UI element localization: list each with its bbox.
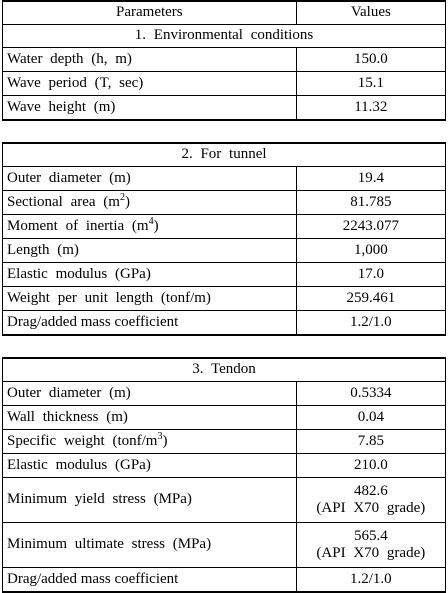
value-line: 482.6 xyxy=(353,482,388,499)
table-row xyxy=(3,311,446,336)
table-row xyxy=(3,72,446,96)
table-row xyxy=(3,191,446,215)
label-superscript: 3 xyxy=(157,430,163,442)
table-row xyxy=(3,96,446,121)
table-row xyxy=(3,263,446,287)
table-row xyxy=(3,430,446,454)
value-line: 565.4 xyxy=(353,527,388,544)
row-value: 150.0 xyxy=(296,48,445,72)
row-label: Water depth (h, m) xyxy=(3,48,297,72)
row-label: Weight per unit length (tonf/m) xyxy=(3,287,297,311)
label-text: Specific weight (tonf/m xyxy=(7,432,158,449)
row-label: Drag/added mass coefficient xyxy=(3,311,297,336)
table-row xyxy=(3,167,446,191)
value-line-note: (API X70 grade) xyxy=(316,545,426,561)
section-title-row xyxy=(3,358,446,382)
row-value: 1,000 xyxy=(296,239,445,263)
row-label: Length (m) xyxy=(3,239,297,263)
header-values: Values xyxy=(296,1,445,25)
row-value: 7.85 xyxy=(296,430,445,454)
table-row xyxy=(3,48,446,72)
row-label xyxy=(3,430,297,454)
row-label xyxy=(3,191,297,215)
row-value: 210.0 xyxy=(296,454,445,478)
row-value: 0.5334 xyxy=(296,382,445,406)
section-title-tendon: 3. Tendon xyxy=(3,358,446,382)
label-text: Moment of inertia (m xyxy=(7,217,149,234)
gap-cell xyxy=(3,120,446,143)
row-label: Wall thickness (m) xyxy=(3,406,297,430)
parameters-table xyxy=(2,0,446,593)
value-line-note: (API X70 grade) xyxy=(316,500,426,516)
row-value: 17.0 xyxy=(296,263,445,287)
row-label: Wave height (m) xyxy=(3,96,297,121)
row-label: Outer diameter (m) xyxy=(3,167,297,191)
label-superscript: 4 xyxy=(148,215,154,227)
header-parameters: Parameters xyxy=(3,1,297,25)
row-label: Elastic modulus (GPa) xyxy=(3,263,297,287)
table-row xyxy=(3,478,446,523)
row-label: Outer diameter (m) xyxy=(3,382,297,406)
label-text-end: ) xyxy=(153,217,159,234)
row-value: 0.04 xyxy=(296,406,445,430)
label-text-end: ) xyxy=(124,193,130,210)
table-row xyxy=(3,406,446,430)
section-gap xyxy=(3,335,446,358)
table-row xyxy=(3,523,446,568)
table-row xyxy=(3,215,446,239)
section-title-tunnel: 2. For tunnel xyxy=(3,143,446,167)
row-value: 81.785 xyxy=(296,191,445,215)
row-value: 19.4 xyxy=(296,167,445,191)
section-title-row xyxy=(3,143,446,167)
row-value xyxy=(296,523,445,568)
row-value: 1.2/1.0 xyxy=(296,311,445,336)
label-superscript: 2 xyxy=(119,191,125,203)
table-row xyxy=(3,568,446,593)
table-row xyxy=(3,287,446,311)
label-text-end: ) xyxy=(162,432,168,449)
row-value: 259.461 xyxy=(296,287,445,311)
gap-cell xyxy=(3,335,446,358)
section-title-row xyxy=(3,25,446,48)
row-label: Wave period (T, sec) xyxy=(3,72,297,96)
table-header-row xyxy=(3,1,446,25)
section-title-environmental: 1. Environmental conditions xyxy=(3,25,446,48)
row-label: Elastic modulus (GPa) xyxy=(3,454,297,478)
table-row xyxy=(3,239,446,263)
row-value: 1.2/1.0 xyxy=(296,568,445,593)
row-label: Minimum ultimate stress (MPa) xyxy=(3,523,297,568)
table-row xyxy=(3,454,446,478)
table-row xyxy=(3,382,446,406)
row-value: 15.1 xyxy=(296,72,445,96)
row-value: 2243.077 xyxy=(296,215,445,239)
row-value: 11.32 xyxy=(296,96,445,121)
section-gap xyxy=(3,120,446,143)
row-label: Drag/added mass coefficient xyxy=(3,568,297,593)
row-label: Minimum yield stress (MPa) xyxy=(3,478,297,523)
label-text: Sectional area (m xyxy=(7,193,120,210)
row-label xyxy=(3,215,297,239)
row-value xyxy=(296,478,445,523)
